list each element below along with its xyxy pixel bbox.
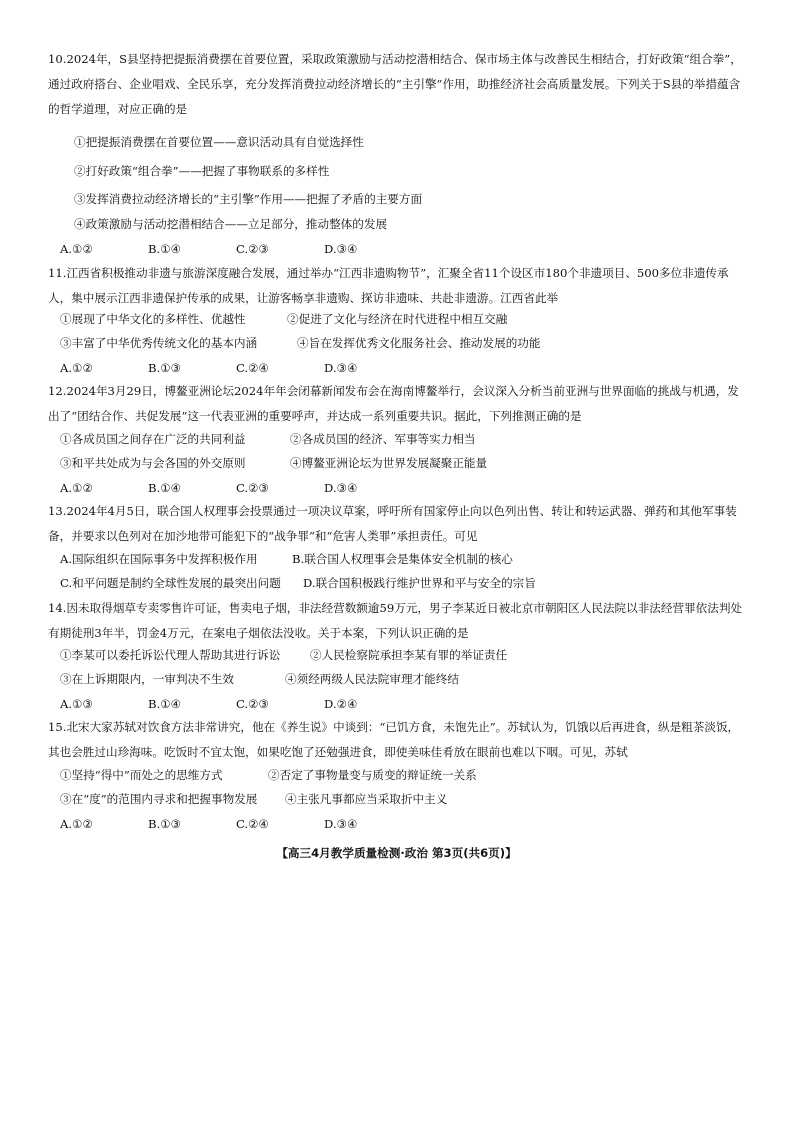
q11-option-2: ②促进了文化与经济在时代进程中相互交融	[287, 312, 508, 326]
q14-option-4: ④须经两级人民法院审理才能终结	[285, 672, 459, 686]
answer-d: D.③④	[324, 481, 358, 495]
answer-c: C.②③	[236, 481, 269, 495]
question-14-stem	[48, 596, 748, 646]
question-text: 2024年3月29日，博鳌亚洲论坛2024年年会闭幕新闻发布会在海南博鳌举行，会议深入分析当前亚洲与世界面临的挑战与机遇，发出了“团结合作、共促发展”这一代表亚洲的重要呼声，并达成一系列重要共识。据此，下列推测正确的是	[48, 384, 739, 423]
q12-option-3: ③和平共处成为与会各国的外交原则	[60, 456, 246, 470]
question-13-stem	[48, 499, 748, 549]
q14-option-1: ①李某可以委托诉讼代理人帮助其进行诉讼	[60, 648, 281, 662]
answer-b: B.①④	[148, 481, 181, 495]
q11-option-4: ④旨在发挥优秀文化服务社会、推动发展的功能	[297, 336, 541, 350]
question-text: 北宋大家苏轼对饮食方法非常讲究，他在《养生说》中谈到：“已饥方食，未饱先止”。苏轼认为，饥饿以后再进食，纵是粗茶淡饭，其也会胜过山珍海味。吃饭时不宜太饱，如果吃饱了还勉强进食，即使美味佳肴放在眼前也难以下咽。可见，苏轼	[48, 720, 740, 759]
q15-option-2: ②否定了事物量变与质变的辩证统一关系	[268, 768, 477, 782]
q14-answers	[60, 695, 357, 713]
q12-answers	[60, 479, 357, 497]
q10-option-4: ④政策激励与活动挖潜相结合——立足部分，推动整体的发展	[74, 217, 388, 231]
q13-option-b: B.联合国人权理事会是集体安全机制的核心	[292, 552, 513, 566]
question-text: 江西省积极推动非遗与旅游深度融合发展，通过举办“江西非遗购物节”，汇聚全省11个设区市180个非遗项目、500多位非遗传承人，集中展示江西非遗保护传承的成果，让游客畅享非遗购、探访非遗味、共赴非遗游。江西省此举	[48, 266, 729, 305]
q11-answers	[60, 359, 357, 377]
answer-b: B.①③	[148, 361, 181, 375]
answer-d: D.③④	[324, 361, 358, 375]
question-text: 因未取得烟草专卖零售许可证，售卖电子烟，非法经营数额逾59万元，男子李某近日被北京市朝阳区人民法院以非法经营罪依法判处有期徒刑3年半，罚金4万元，在案电子烟依法没收。关于本案，下列认识正确的是	[48, 601, 743, 640]
answer-c: C.②③	[236, 242, 269, 256]
question-12-stem	[48, 379, 748, 429]
answer-a: A.①②	[60, 481, 93, 495]
q12-option-1: ①各成员国之间存在广泛的共同利益	[60, 432, 246, 446]
q13-option-a: A.国际组织在国际事务中发挥积极作用	[60, 552, 258, 566]
q12-option-4: ④博鳌亚洲论坛为世界发展凝聚正能量	[290, 456, 488, 470]
answer-d: D.③④	[324, 242, 358, 256]
q10-answers	[60, 240, 357, 258]
q13-option-d: D.联合国积极践行维护世界和平与安全的宗旨	[303, 576, 536, 590]
q15-answers	[60, 815, 357, 833]
answer-c: C.②③	[236, 697, 269, 711]
answer-a: A.①②	[60, 242, 93, 256]
answer-a: A.①②	[60, 817, 93, 831]
q10-option-1: ①把提振消费摆在首要位置——意识活动具有自觉选择性	[74, 135, 364, 149]
question-15-stem	[48, 715, 748, 765]
answer-d: D.②④	[324, 697, 358, 711]
question-text: 2024年4月5日，联合国人权理事会投票通过一项决议草案，呼吁所有国家停止向以色列出售、转让和转运武器、弹药和其他军事装备，并要求以色列对在加沙地带可能犯下的“战争罪”和“危害人类罪”承担责任。可见	[48, 504, 737, 543]
question-number: 13.	[48, 504, 67, 518]
question-11-stem	[48, 261, 748, 311]
page-footer: 【高三4月教学质量检测·政治 第3页(共6页)】	[276, 846, 517, 860]
q11-option-3: ③丰富了中华优秀传统文化的基本内涵	[60, 336, 258, 350]
answer-a: A.①③	[60, 697, 93, 711]
q14-option-3: ③在上诉期限内，一审判决不生效	[60, 672, 234, 686]
q15-option-4: ④主张凡事都应当采取折中主义	[285, 792, 448, 806]
q10-option-3: ③发挥消费拉动经济增长的“主引擎”作用——把握了矛盾的主要方面	[74, 192, 423, 206]
question-number: 11.	[48, 266, 67, 280]
q11-option-1: ①展现了中华文化的多样性、优越性	[60, 312, 246, 326]
q15-option-3: ③在“度”的范围内寻求和把握事物发展	[60, 792, 258, 806]
question-number: 14.	[48, 601, 67, 615]
answer-b: B.①③	[148, 817, 181, 831]
q13-option-c: C.和平问题是制约全球性发展的最突出问题	[60, 576, 281, 590]
q12-option-2: ②各成员国的经济、军事等实力相当	[290, 432, 476, 446]
question-number: 10.	[48, 52, 67, 66]
q10-option-2: ②打好政策“组合拳”——把握了事物联系的多样性	[74, 164, 330, 178]
question-10-stem	[48, 47, 748, 122]
answer-d: D.③④	[324, 817, 358, 831]
answer-b: B.①④	[148, 242, 181, 256]
question-number: 12.	[48, 384, 67, 398]
answer-c: C.②④	[236, 361, 269, 375]
answer-c: C.②④	[236, 817, 269, 831]
answer-b: B.①④	[148, 697, 181, 711]
question-number: 15.	[48, 720, 67, 734]
answer-a: A.①②	[60, 361, 93, 375]
q14-option-2: ②人民检察院承担李某有罪的举证责任	[310, 648, 508, 662]
q15-option-1: ①坚持“得中”而处之的思维方式	[60, 768, 223, 782]
question-text: 2024年，S县坚持把提振消费摆在首要位置，采取政策激励与活动挖潜相结合、保市场主体与改善民生相结合，打好政策“组合拳”，通过政府搭台、企业唱戏、全民乐享，充分发挥消费拉动经济增长的“主引擎”作用，助推经济社会高质量发展。下列关于S县的举措蕴含的哲学道理，对应正确的是	[48, 52, 742, 116]
